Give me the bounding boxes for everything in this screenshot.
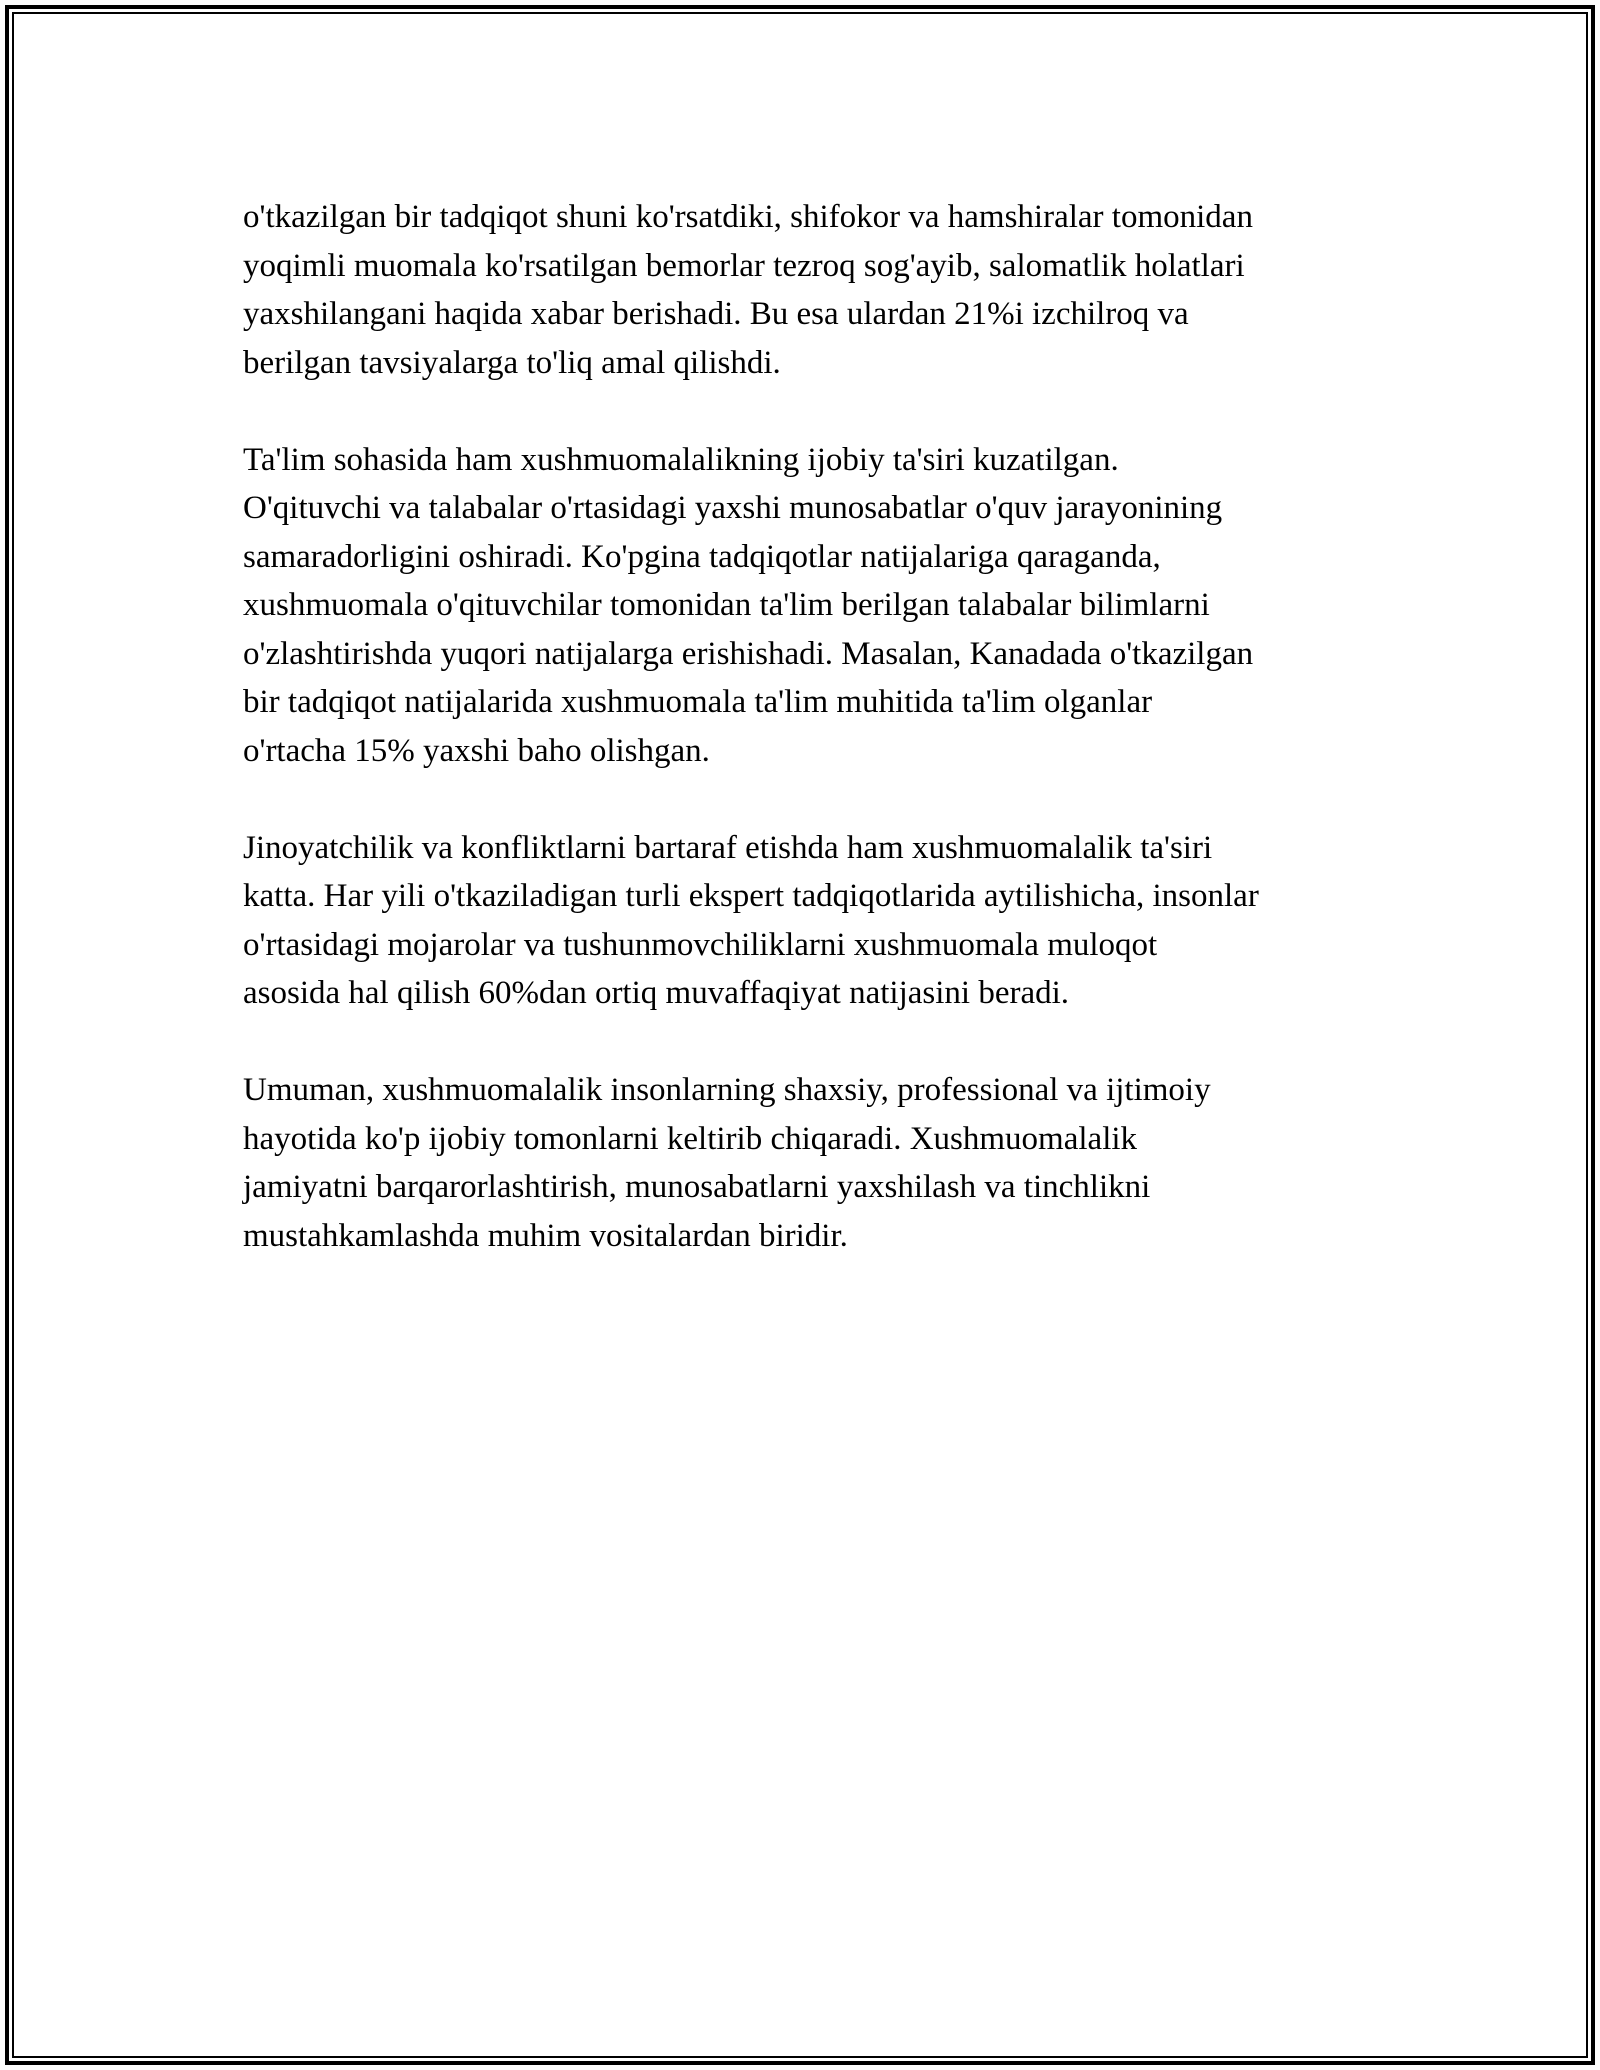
- text-line: hayotida ko'p ijobiy tomonlarni keltirib chiqaradi. Xushmuomalalik: [243, 1120, 1138, 1157]
- document-body: [243, 193, 1403, 1309]
- paragraph-3: [243, 824, 1403, 1018]
- text-line: Ta'lim sohasida ham xushmuomalalikning ijobiy ta'siri kuzatilgan.: [243, 441, 1119, 478]
- text-line: berilgan tavsiyalarga to'liq amal qilishdi.: [243, 344, 781, 381]
- text-line: o'tkazilgan bir tadqiqot shuni ko'rsatdiki, shifokor va hamshiralar tomonidan: [243, 199, 1253, 235]
- text-line: asosida hal qilish 60%dan ortiq muvaffaqiyat natijasini beradi.: [243, 975, 1070, 1011]
- text-line: bir tadqiqot natijalarida xushmuomala ta'lim muhitida ta'lim olganlar: [243, 684, 1153, 720]
- text-line: samaradorligini oshiradi. Ko'pgina tadqiqotlar natijalariga qaraganda,: [243, 538, 1161, 575]
- text-line: O'qituvchi va talabalar o'rtasidagi yaxshi munosabatlar o'quv jarayonining: [243, 490, 1223, 526]
- paragraph-1: [243, 193, 1403, 387]
- text-line: Jinoyatchilik va konfliktlarni bartaraf etishda ham xushmuomalalik ta'siri: [243, 829, 1213, 866]
- text-line: yaxshilangani haqida xabar berishadi. Bu esa ulardan 21%i izchilroq va: [243, 296, 1189, 332]
- text-line: o'rtasidagi mojarolar va tushunmovchiliklarni xushmuomala muloqot: [243, 926, 1158, 963]
- text-line: katta. Har yili o'tkaziladigan turli ekspert tadqiqotlarida aytilishicha, insonlar: [243, 878, 1259, 914]
- paragraph-2: [243, 436, 1403, 776]
- text-line: o'zlashtirishda yuqori natijalarga erishishadi. Masalan, Kanadada o'tkazilgan: [243, 635, 1254, 672]
- page-frame: [5, 5, 1595, 2065]
- text-line: yoqimli muomala ko'rsatilgan bemorlar tezroq sog'ayib, salomatlik holatlari: [243, 247, 1245, 284]
- text-line: Umuman, xushmuomalalik insonlarning shaxsiy, professional va ijtimoiy: [243, 1072, 1211, 1108]
- text-line: jamiyatni barqarorlashtirish, munosabatlarni yaxshilash va tinchlikni: [243, 1169, 1151, 1205]
- paragraph-4: [243, 1066, 1403, 1260]
- text-line: o'rtacha 15% yaxshi baho olishgan.: [243, 732, 710, 769]
- text-line: mustahkamlashda muhim vositalardan biridir.: [243, 1217, 848, 1254]
- text-line: xushmuomala o'qituvchilar tomonidan ta'lim berilgan talabalar bilimlarni: [243, 587, 1210, 623]
